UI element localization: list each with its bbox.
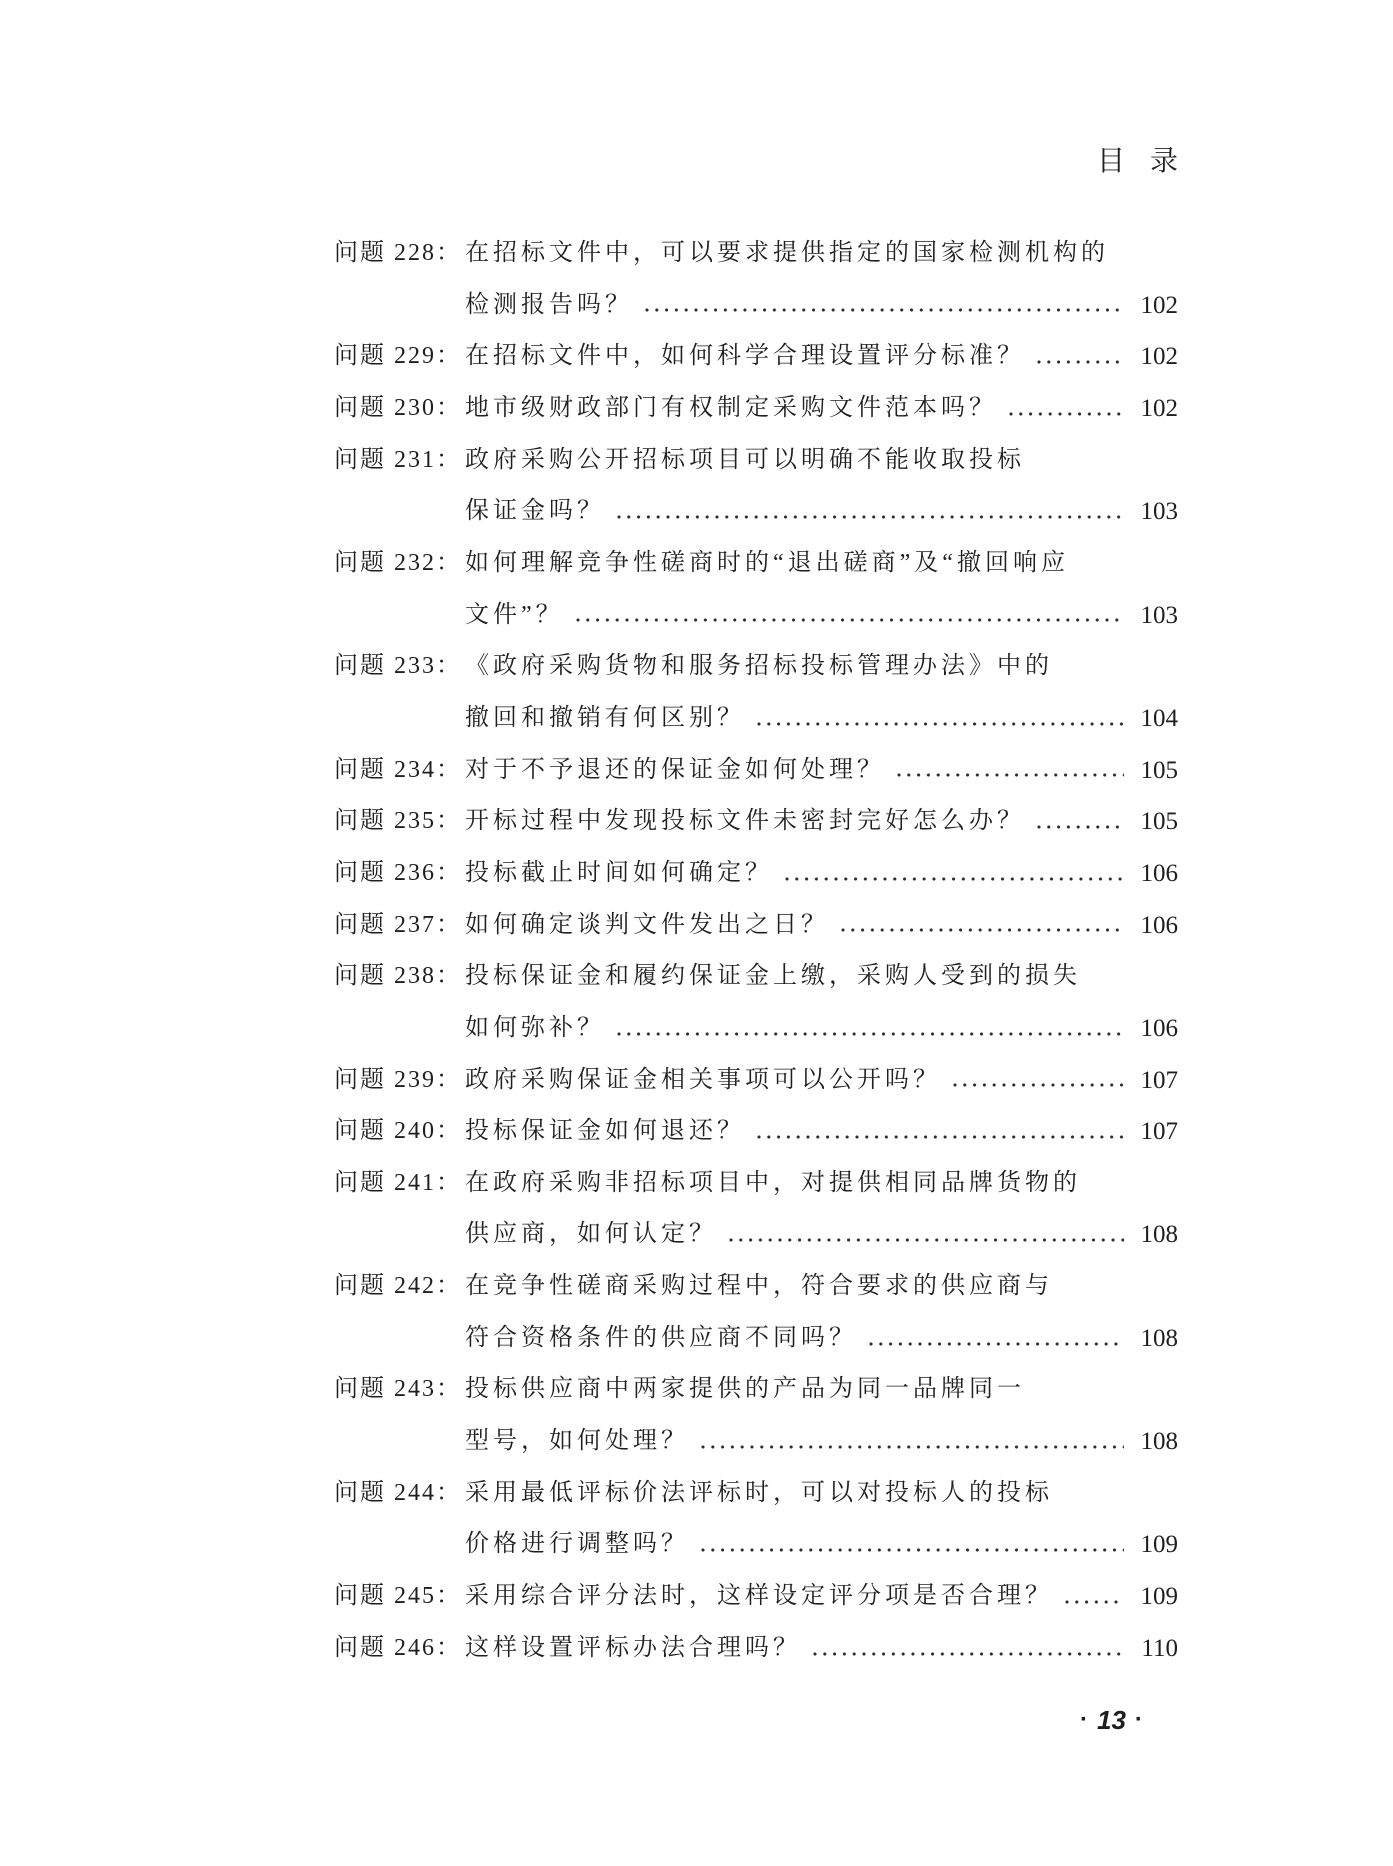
leader-dots <box>617 1031 1124 1037</box>
toc-entry-title: 在竞争性磋商采购过程中，符合要求的供应商与 <box>465 1273 1053 1300</box>
toc-entry-body <box>465 435 1178 538</box>
toc-entry-label: 问题 242： <box>334 1273 462 1300</box>
toc-entry-title: 保证金吗？ <box>465 498 605 525</box>
toc-entry-body <box>465 641 1178 744</box>
page-number-footer <box>1080 1700 1143 1740</box>
toc-entry-title: 如何确定谈判文件发出之日？ <box>465 911 829 938</box>
toc-entry-page-number: 105 <box>1140 756 1178 784</box>
toc-entry <box>334 745 1178 797</box>
table-of-contents <box>334 228 1178 1674</box>
leader-dots <box>813 1651 1124 1657</box>
toc-entry-body <box>465 383 1178 435</box>
toc-entry <box>334 900 1178 952</box>
toc-entry <box>334 1364 1178 1467</box>
toc-entry-line <box>465 1364 1178 1416</box>
leader-dots <box>757 1134 1124 1140</box>
leader-dots <box>729 1237 1124 1243</box>
toc-entry-label: 问题 240： <box>334 1118 462 1145</box>
toc-entry-line <box>465 900 1178 952</box>
toc-entry-label: 问题 231： <box>334 446 462 473</box>
toc-entry-line <box>465 538 1178 590</box>
toc-entry-line <box>465 486 1178 538</box>
toc-entry-line <box>465 1468 1178 1520</box>
leader-dots <box>1037 824 1124 830</box>
leader-dots <box>869 1341 1124 1347</box>
toc-entry <box>334 383 1178 435</box>
toc-entry-body <box>465 1261 1178 1364</box>
toc-entry-title: 在政府采购非招标项目中，对提供相同品牌货物的 <box>465 1169 1081 1196</box>
toc-entry <box>334 796 1178 848</box>
toc-entry-label: 问题 233： <box>334 653 462 680</box>
toc-entry-body <box>465 796 1178 848</box>
toc-entry-title: 采用综合评分法时，这样设定评分项是否合理？ <box>465 1583 1053 1610</box>
toc-entry-title: 如何弥补？ <box>465 1014 605 1041</box>
toc-entry-body <box>465 1571 1178 1623</box>
toc-entry-page-number: 109 <box>1140 1583 1178 1611</box>
toc-entry-line <box>465 1571 1178 1623</box>
toc-entry-page-number: 102 <box>1140 394 1178 422</box>
toc-entry-title: 如何理解竞争性磋商时的“退出磋商”及“撤回响应 <box>465 549 1069 576</box>
toc-entry-line <box>465 796 1178 848</box>
toc-entry <box>334 848 1178 900</box>
toc-entry-body <box>465 331 1178 383</box>
toc-entry-title: 政府采购保证金相关事项可以公开吗？ <box>465 1066 941 1093</box>
toc-entry-label: 问题 236： <box>334 859 462 886</box>
toc-entry-label: 问题 243： <box>334 1376 462 1403</box>
toc-entry-page-number: 102 <box>1140 343 1178 371</box>
toc-entry-title: 开标过程中发现投标文件未密封完好怎么办？ <box>465 808 1025 835</box>
toc-entry-title: 检测报告吗？ <box>465 291 633 318</box>
toc-entry-line <box>465 951 1178 1003</box>
leader-dots <box>1065 1599 1124 1605</box>
leader-dots <box>645 307 1124 313</box>
toc-entry-line <box>465 1158 1178 1210</box>
toc-entry-page-number: 106 <box>1140 1014 1178 1042</box>
toc-entry-label: 问题 239： <box>334 1066 462 1093</box>
toc-entry-page-number: 103 <box>1140 498 1178 526</box>
toc-entry-line <box>465 1209 1178 1261</box>
toc-entry-page-number: 107 <box>1140 1118 1178 1146</box>
toc-entry-label: 问题 241： <box>334 1169 462 1196</box>
toc-entry-page-number: 108 <box>1140 1324 1178 1352</box>
toc-entry-page-number: 109 <box>1140 1531 1178 1559</box>
toc-entry-title: 投标保证金和履约保证金上缴，采购人受到的损失 <box>465 963 1081 990</box>
toc-entry-page-number: 107 <box>1140 1066 1178 1094</box>
toc-entry-line <box>465 1003 1178 1055</box>
toc-entry <box>334 1261 1178 1364</box>
toc-entry-title: 对于不予退还的保证金如何处理？ <box>465 756 885 783</box>
toc-entry-line <box>465 280 1178 332</box>
toc-entry-label: 问题 228： <box>334 240 462 266</box>
toc-entry-page-number: 103 <box>1140 601 1178 629</box>
toc-entry-page-number: 105 <box>1140 808 1178 836</box>
toc-entry-label: 问题 229： <box>334 343 462 370</box>
toc-entry-title: 采用最低评标价法评标时，可以对投标人的投标 <box>465 1479 1053 1506</box>
leader-dots <box>617 514 1124 520</box>
toc-entry-label: 问题 230： <box>334 394 462 421</box>
toc-entry-line <box>465 1261 1178 1313</box>
toc-entry-page-number: 108 <box>1140 1428 1178 1456</box>
toc-entry-body <box>465 228 1178 331</box>
toc-entry-title: 投标截止时间如何确定？ <box>465 859 773 886</box>
toc-entry-body <box>465 848 1178 900</box>
toc-entry <box>334 641 1178 744</box>
toc-entry-body <box>465 1468 1178 1571</box>
toc-entry-label: 问题 235： <box>334 808 462 835</box>
toc-entry-body <box>465 1623 1178 1675</box>
toc-entry-line <box>465 228 1178 280</box>
leader-dots <box>701 1547 1124 1553</box>
leader-dots <box>785 876 1124 882</box>
toc-entry-line <box>465 1416 1178 1468</box>
page-number-right-dot: · <box>1134 1706 1143 1733</box>
toc-entry-line <box>465 1623 1178 1675</box>
toc-entry-line <box>465 1106 1178 1158</box>
page-number: 13 <box>1097 1705 1126 1735</box>
toc-entry-body <box>465 1158 1178 1261</box>
toc-entry-line <box>465 745 1178 797</box>
leader-dots <box>576 617 1124 623</box>
toc-entry-line <box>465 693 1178 745</box>
toc-entry-page-number: 104 <box>1140 704 1178 732</box>
toc-entry-label: 问题 245： <box>334 1583 462 1610</box>
toc-entry-line <box>465 1313 1178 1365</box>
toc-entry-body <box>465 1055 1178 1107</box>
toc-entry-label: 问题 234： <box>334 756 462 783</box>
toc-entry-line <box>465 1519 1178 1571</box>
toc-entry-label: 问题 232： <box>334 549 462 576</box>
toc-entry-label: 问题 237： <box>334 911 462 938</box>
leader-dots <box>953 1082 1124 1088</box>
page-number-left-dot: · <box>1080 1706 1088 1733</box>
toc-entry-line <box>465 641 1178 693</box>
toc-entry-page-number: 102 <box>1140 291 1178 319</box>
toc-entry-label: 问题 238： <box>334 963 462 990</box>
toc-entry-label: 问题 246： <box>334 1634 462 1661</box>
toc-entry-line <box>465 848 1178 900</box>
toc-entry-body <box>465 1364 1178 1467</box>
toc-entry-body <box>465 900 1178 952</box>
toc-entry-title: 价格进行调整吗？ <box>465 1531 689 1558</box>
toc-entry-body <box>465 951 1178 1054</box>
toc-entry-title: 型号，如何处理？ <box>465 1428 689 1455</box>
leader-dots <box>701 1444 1124 1450</box>
toc-entry <box>334 331 1178 383</box>
toc-entry-title: 撤回和撤销有何区别？ <box>465 704 745 731</box>
toc-entry-title: 地市级财政部门有权制定采购文件范本吗？ <box>465 394 997 421</box>
toc-entry-title: 政府采购公开招标项目可以明确不能收取投标 <box>465 446 1025 473</box>
leader-dots <box>1037 359 1124 365</box>
toc-entry <box>334 1623 1178 1675</box>
toc-entry-body <box>465 538 1178 641</box>
toc-entry <box>334 1158 1178 1261</box>
toc-entry-body <box>465 745 1178 797</box>
toc-entry <box>334 1106 1178 1158</box>
toc-entry-line <box>465 1055 1178 1107</box>
toc-entry-title: 在招标文件中，如何科学合理设置评分标准？ <box>465 343 1025 370</box>
toc-entry-line <box>465 435 1178 487</box>
toc-entry-title: 这样设置评标办法合理吗？ <box>465 1634 801 1661</box>
leader-dots <box>1009 411 1124 417</box>
toc-entry-body <box>465 1106 1178 1158</box>
toc-entry-title: 投标保证金如何退还？ <box>465 1118 745 1145</box>
toc-entry-line <box>465 331 1178 383</box>
toc-entry-title: 文件”？ <box>465 601 564 628</box>
toc-entry-page-number: 106 <box>1140 911 1178 939</box>
toc-entry-title: 投标供应商中两家提供的产品为同一品牌同一 <box>465 1376 1025 1403</box>
toc-entry <box>334 951 1178 1054</box>
toc-entry <box>334 228 1178 331</box>
toc-entry <box>334 435 1178 538</box>
toc-entry-line <box>465 590 1178 642</box>
toc-entry-page-number: 106 <box>1140 859 1178 887</box>
toc-entry-page-number: 108 <box>1140 1221 1178 1249</box>
toc-entry <box>334 1055 1178 1107</box>
running-header: 目 录 <box>1097 146 1188 177</box>
toc-entry-page-number: 110 <box>1141 1634 1178 1662</box>
toc-entry-label: 问题 244： <box>334 1479 462 1506</box>
toc-entry <box>334 538 1178 641</box>
leader-dots <box>897 772 1124 778</box>
toc-entry-title: 供应商，如何认定？ <box>465 1221 717 1248</box>
toc-entry-title: 符合资格条件的供应商不同吗？ <box>465 1324 857 1351</box>
leader-dots <box>757 721 1124 727</box>
toc-entry <box>334 1468 1178 1571</box>
leader-dots <box>841 927 1124 933</box>
toc-entry-title: 在招标文件中，可以要求提供指定的国家检测机构的 <box>465 240 1109 266</box>
toc-entry-line <box>465 383 1178 435</box>
toc-entry-title: 《政府采购货物和服务招标投标管理办法》中的 <box>465 653 1053 680</box>
toc-entry <box>334 1571 1178 1623</box>
